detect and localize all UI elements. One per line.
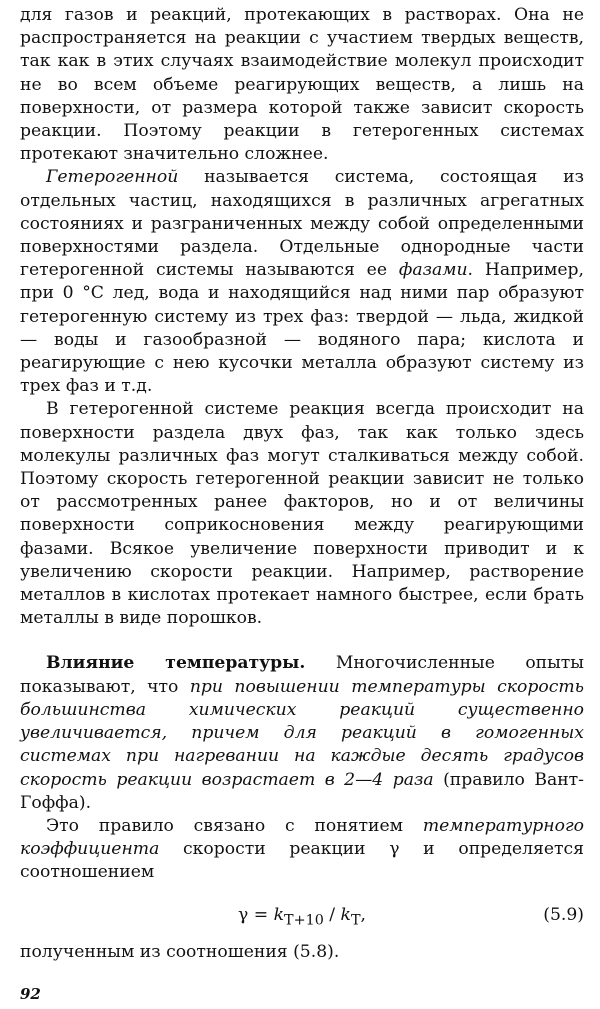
- paragraph-4: [20, 652, 584, 814]
- term-temp-coefficient: температурного коэффициента: [20, 815, 584, 860]
- formula-k1: k: [273, 904, 285, 925]
- formula-comma: ,: [360, 904, 366, 925]
- formula-slash: /: [323, 904, 341, 925]
- paragraph-5: [20, 815, 584, 885]
- paragraph-5-text-b: скорости реакции γ и определяется соотношением: [20, 839, 584, 883]
- paragraph-1: для газов и реакций, протекающих в растворах. Она не распространяется на реакции с участием твердых веществ, так как в этих случаях взаимодействие молекул происходит не во всем объеме реагирующих веществ, а лишь на поверхности, от размера которой также зависит скорость реакции. Поэтому реакции в гетерогенных системах протекают значительно сложнее.: [20, 5, 584, 165]
- paragraph-2-text-a: называется система, состоящая из отдельных частиц, находящихся в различных агрегатных состояниях и разграниченных между собой определенными поверхностями раздела. Отдельные однородные части гетерогенной системы называются ее: [20, 167, 584, 281]
- formula-sub2: T: [350, 911, 361, 928]
- paragraph-6: полученным из соотношения (5.8).: [20, 941, 340, 962]
- vant-hoff-rule: при повышении температуры скорость большинства химических реакций существенно увеличивается, причем для реакций в гомогенных системах при нагревании на каждые десять градусов скорость реакции возрастает в 2—4 раза: [20, 676, 584, 790]
- term-heterogeneous: Гетерогенной: [46, 167, 179, 188]
- paragraph-2-text-b: . Например, при 0 °С лед, вода и находящийся над ними пар образуют гетерогенную систему из трех фаз: твердой — льда, жидкой — воды и газообразной — водяного пара; кислота и реагирующие с нею кусочки металла образуют систему из трех фаз и т.д.: [20, 260, 584, 397]
- formula-sub1: T+10: [284, 911, 324, 928]
- paragraph-4-text-b: (правило Вант-Гоффа).: [20, 769, 584, 813]
- formula-row: [20, 899, 584, 933]
- paragraph-3: В гетерогенной системе реакция всегда происходит на поверхности раздела двух фаз, так как только здесь молекулы различных фаз могут сталкиваться между собой. Поэтому скорость гетерогенной реакции зависит не только от рассмотренных ранее факторов, но и от величины поверхности соприкосновения между реагирующими фазами. Всякое увеличение поверхности приводит и к увеличению скорости реакции. Например, растворение металлов в кислотах протекает намного быстрее, если брать металлы в виде порошков.: [20, 399, 584, 629]
- formula-k2: k: [340, 904, 351, 925]
- equation-number: (5.9): [543, 904, 584, 925]
- formula-gamma: γ: [238, 904, 249, 925]
- paragraph-2: [20, 166, 584, 398]
- formula: [20, 904, 584, 933]
- paragraph-5-text-a: Это правило связано с понятием: [46, 815, 423, 836]
- paragraph-4-text-a: Многочисленные опыты показывают, что: [20, 653, 584, 697]
- section-heading: Влияние температуры.: [46, 653, 306, 674]
- formula-equals: =: [248, 904, 274, 925]
- page-number: 92: [20, 985, 41, 1003]
- term-phases: фазами: [398, 260, 468, 281]
